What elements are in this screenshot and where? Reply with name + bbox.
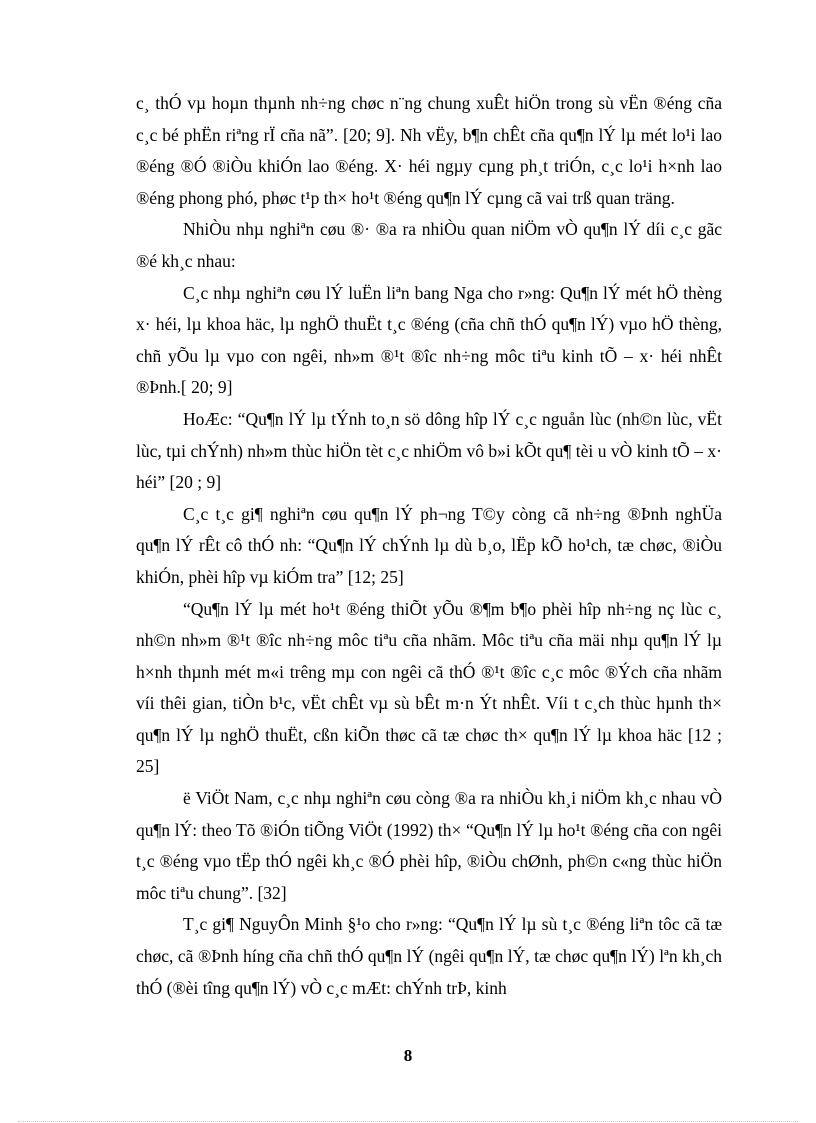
paragraph: T¸c gi¶ NguyÔn Minh §¹o cho r»ng: “Qu¶n lÝ lµ sù t¸c ®éng liªn tôc cã tæ chøc, cã ®Þnh híng cña chñ thÓ qu¶n lÝ (ngêi qu¶n lÝ, tæ chøc qu¶n lÝ) lªn kh¸ch thÓ (®èi tîng qu¶n lÝ) vÒ c¸c mÆt: chÝnh trÞ, kinh — [136, 914, 722, 998]
paragraph: NhiÒu nhµ nghiªn cøu ®· ®a ra nhiÒu quan niÖm vÒ qu¶n lÝ díi c¸c gãc ®é kh¸c nhau: — [136, 219, 722, 271]
paragraph-continuation: c¸ thÓ vµ hoµn thµnh nh÷ng chøc n¨ng chung xuÊt hiÖn trong sù vËn ®éng cña c¸c bé phËn riªng rÏ cña nã”. [20; 9]. Nh vËy, b¶n chÊt cña qu¶n lÝ lµ mét lo¹i lao ®éng ®Ó ®iÒu khiÓn lao ®éng. X· héi ngµy cµng ph¸t triÓn, c¸c lo¹i h×nh lao ®éng phong phó, phøc t¹p th× ho¹t ®éng qu¶n lÝ cµng cã vai trß quan träng. — [136, 93, 722, 208]
paragraph: C¸c t¸c gi¶ nghiªn cøu qu¶n lÝ ph¬ng T©y còng cã nh÷ng ®Þnh nghÜa qu¶n lÝ rÊt cô thÓ nh: “Qu¶n lÝ chÝnh lµ dù b¸o, lËp kÕ ho¹ch, tæ chøc, ®iÒu khiÓn, phèi hîp vµ kiÓm tra” [12; 25] — [136, 503, 722, 587]
paragraph: “Qu¶n lÝ lµ mét ho¹t ®éng thiÕt yÕu ®¶m b¶o phèi hîp nh÷ng nç lùc c¸ nh©n nh»m ®¹t ®îc nh÷ng môc tiªu cña nhãm. Môc tiªu cña mäi nhµ qu¶n lÝ lµ h×nh thµnh mét m«i trêng mµ con ngêi cã thÓ ®¹t ®îc c¸c môc ®Ých cña nhãm víi thêi gian, tiÒn b¹c, vËt chÊt vµ sù bÊt m·n Ýt nhÊt. Víi t c¸ch thùc hµnh th× qu¶n lÝ lµ nghÖ thuËt, cßn kiÕn thøc cã tæ chøc th× qu¶n lÝ lµ khoa häc [12 ; 25] — [136, 598, 722, 777]
paragraph: ë ViÖt Nam, c¸c nhµ nghiªn cøu còng ®a ra nhiÒu kh¸i niÖm kh¸c nhau vÒ qu¶n lÝ: theo Tõ ®iÓn tiÕng ViÖt (1992) th× “Qu¶n lÝ lµ ho¹t ®éng cña con ngêi t¸c ®éng vµo tËp thÓ ngêi kh¸c ®Ó phèi hîp, ®iÒu chØnh, ph©n c«ng thùc hiÖn môc tiªu chung”. [32] — [136, 788, 722, 903]
paragraph: HoÆc: “Qu¶n lÝ lµ tÝnh to¸n sö dông hîp lÝ c¸c nguån lùc (nh©n lùc, vËt lùc, tµi chÝnh) nh»m thùc hiÖn tèt c¸c nhiÖm vô b»i kÕt qu¶ tèi u vÒ kinh tÕ – x· héi” [20 ; 9] — [136, 408, 722, 493]
body-text — [136, 88, 722, 1004]
paragraph: C¸c nhµ nghiªn cøu lÝ luËn liªn bang Nga cho r»ng: Qu¶n lÝ mét hÖ thèng x· héi, lµ khoa häc, lµ nghÖ thuËt t¸c ®éng (cña chñ thÓ qu¶n lÝ) vµo hÖ thèng, chñ yÕu lµ vµo con ngêi, nh»m ®¹t ®îc nh÷ng môc tiªu kinh tÕ – x· héi nhÊt ®Þnh.[ 20; 9] — [136, 282, 722, 398]
page-bottom-divider — [18, 1121, 798, 1122]
page-number: 8 — [403, 1046, 413, 1065]
